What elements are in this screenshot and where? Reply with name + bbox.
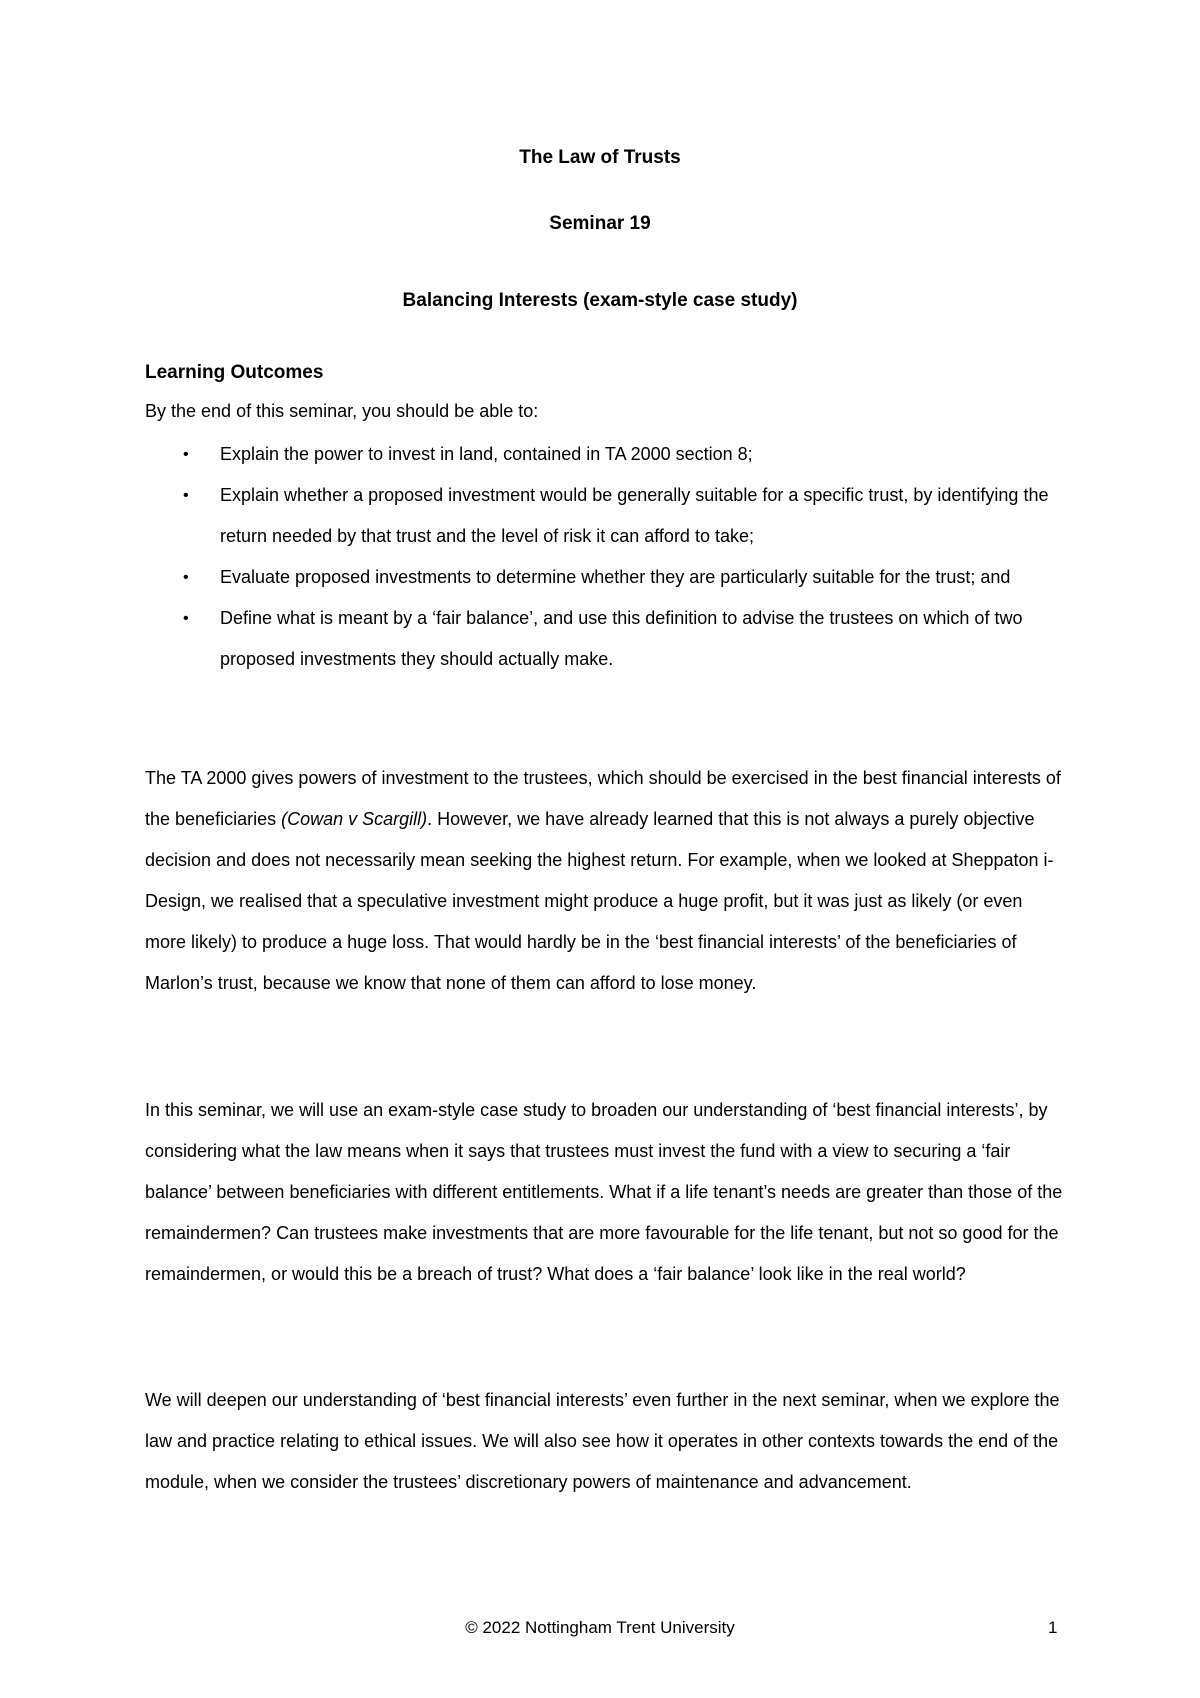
- list-item-text: Explain the power to invest in land, contained in TA 2000 section 8;: [220, 444, 753, 464]
- paragraph-text: . However, we have already learned that this is not always a purely objective decision and does not necessarily mean seeking the highest return. For example, when we looked at Sheppaton i-Design, we realised that a speculative investment might produce a huge profit, but it was just as likely (or even more likely) to produce a huge loss. That would hardly be in the ‘best financial interests’ of the beneficiaries of Marlon’s trust, because we know that none of them can afford to lose money.: [145, 809, 1054, 993]
- learning-outcomes-intro: By the end of this seminar, you should be able to:: [145, 401, 539, 421]
- body-paragraph-fair-balance: In this seminar, we will use an exam-style case study to broaden our understanding of ‘best financial interests’, by considering what the law means when it says that trustees must invest the fund with a view to securing a ‘fair balance’ between beneficiaries with different entitlements. What if a life tenant’s needs are greater than those of the remaindermen? Can trustees make investments that are more favourable for the life tenant, but not so good for the remaindermen, or would this be a breach of trust? What does a ‘fair balance’ look like in the real world?: [145, 1100, 1063, 1284]
- list-item-text: Define what is meant by a ‘fair balance’, and use this definition to advise the trustees on which of two proposed investments they should actually make.: [220, 608, 1023, 669]
- seminar-number: Seminar 19: [549, 213, 651, 234]
- bullet-icon: •: [183, 446, 189, 463]
- page-number: 1: [1048, 1618, 1058, 1637]
- bullet-icon: •: [183, 487, 189, 504]
- document-subtitle: Balancing Interests (exam-style case study): [402, 290, 798, 311]
- case-citation: (Cowan v Scargill): [281, 809, 428, 829]
- learning-outcomes-heading: Learning Outcomes: [145, 362, 324, 383]
- list-item-text: Explain whether a proposed investment would be generally suitable for a specific trust, by identifying the return needed by that trust and the level of risk it can afford to take;: [220, 485, 1049, 546]
- list-item: [145, 434, 1065, 475]
- list-item: [145, 598, 1065, 680]
- learning-outcomes-list: [145, 434, 1065, 680]
- body-paragraph-investment-powers: [145, 758, 1065, 1004]
- list-item: [145, 475, 1065, 557]
- bullet-icon: •: [183, 569, 189, 586]
- list-item-text: Evaluate proposed investments to determine whether they are particularly suitable for the trust; and: [220, 567, 1011, 587]
- bullet-icon: •: [183, 610, 189, 627]
- list-item: [145, 557, 1065, 598]
- body-paragraph-next-seminar: We will deepen our understanding of ‘best financial interests’ even further in the next seminar, when we explore the law and practice relating to ethical issues. We will also see how it operates in other contexts towards the end of the module, when we consider the trustees’ discretionary powers of maintenance and advancement.: [145, 1390, 1060, 1492]
- footer-copyright: © 2022 Nottingham Trent University: [465, 1618, 735, 1637]
- paragraph-text: The TA 2000 gives powers of investment to the trustees, which should be exercised in the best financial interests of the beneficiaries: [145, 768, 1061, 829]
- document-title: The Law of Trusts: [519, 147, 681, 168]
